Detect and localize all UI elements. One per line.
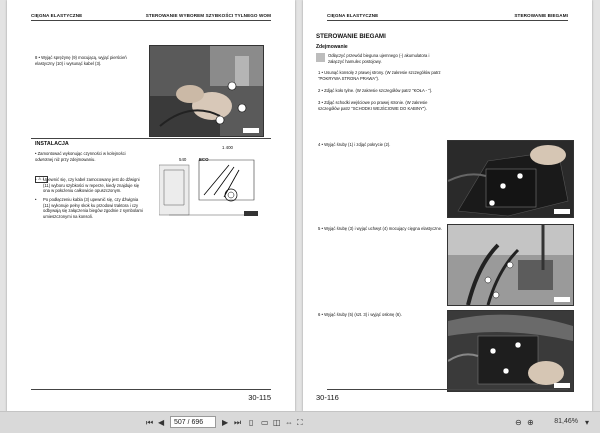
bullet-1: • Upewnić się, czy kabel zamocowany jest do dźwigni (11) wyboru szybkości w reperze, kiedy znajduje się ona w położeniu całkowicie opuszczonym. <box>35 177 143 194</box>
diagram-label-540: 540 <box>179 157 187 162</box>
photo-step-5 <box>447 224 574 306</box>
document-page-right <box>303 0 592 412</box>
zoom-dropdown-icon[interactable]: ▾ <box>585 418 590 427</box>
step-4-text: 4 • Wyjąć śruby (1) i zdjąć pokrycie (2). <box>318 142 391 147</box>
page-header <box>327 13 568 21</box>
two-page-view-icon[interactable]: ◫ <box>273 418 281 427</box>
notice-text: Odłączyć przewód bieguna ujemnego (-) akumulatora i załączyć hamulec postojowy. <box>328 53 430 64</box>
page-number: 30-116 <box>316 393 339 402</box>
install-intro-text: • Zamontować wykonując czynności w kolejności odwrotnej niż przy zdejmowaniu. <box>35 151 126 162</box>
next-page-icon[interactable]: ▶ <box>222 418 229 427</box>
document-page-left <box>7 0 295 412</box>
bullet-2: • Po podłączeniu kabla (3) upewnić się, czy dźwignia (11) wykonuje pełny skok ku przodowi traktora i czy odbywają się załączenia biegów zgodnie z symbolami umieszczonymi na konsoli. <box>35 197 143 219</box>
diagram-label-1400: 1 400 <box>222 145 233 150</box>
section-divider <box>31 138 271 139</box>
continuous-view-icon[interactable]: ▭ <box>261 418 269 427</box>
page-header <box>31 13 271 21</box>
step-3-text: 3 • Zdjąć schodki wejściowe po prawej stronie. (W zakresie szczegółów patrz "SCHODKI WEJŚCIOWE DO KABINY"). <box>318 100 428 111</box>
first-page-icon[interactable]: ⏮ <box>146 418 154 427</box>
fit-page-icon[interactable]: ⛶ <box>297 418 303 427</box>
step-6-text: 6 • Wyjąć śruby (5) (szt. 3) i wyjąć osłonę (6). <box>318 312 402 317</box>
step-1-text: 1 • Usunąć konsolę z prawej strony. (W zakresie szczegółów patrz "POKRYWA STRONA PRAWA"). <box>318 70 441 81</box>
subsection-title: Zdejmowanie <box>316 44 348 50</box>
zoom-in-icon[interactable]: ⊕ <box>527 418 534 427</box>
photo-step-4 <box>447 140 574 218</box>
step-5-text: 5 • Wyjąć śrubę (3) i wyjąć uchwyt (4) mocujący cięgna elastyczne. <box>318 226 443 231</box>
last-page-icon[interactable]: ⏭ <box>234 418 242 427</box>
previous-page-icon[interactable]: ◀ <box>158 418 165 427</box>
diagram-speed-selector <box>159 145 262 220</box>
step-8-text: 8 • Wyjąć sprężynę (9) mocującą, wyjąć pierścień elastyczny (10) i wysunąć kabel (3). <box>35 55 127 66</box>
notice-icon <box>316 53 325 62</box>
section-title: STEROWANIE BIEGAMI <box>316 33 386 40</box>
zoom-out-icon[interactable]: ⊖ <box>515 418 522 427</box>
photo-cable-removal <box>149 45 264 137</box>
footer-line <box>31 389 271 390</box>
diagram-label-eco: ECO <box>199 157 209 162</box>
photo-step-6 <box>447 310 574 392</box>
viewer-toolbar <box>0 411 600 433</box>
step-2-text: 2 • Zdjąć koło tylne. (W zakresie szczegółów patrz "KOŁA - "). <box>318 88 433 93</box>
fit-width-icon[interactable]: ⇔ <box>285 418 293 427</box>
warning-marker-icon: ⚠ 1 <box>35 176 48 183</box>
section-title-installation: INSTALACJA <box>35 141 69 147</box>
header-left-title: CIĘGNA ELASTYCZNE <box>327 13 379 18</box>
bullet-2-text: Po podłączeniu kabla (3) upewnić się, czy dźwignia (11) wykonuje pełny skok ku przodowi traktora i czy odbywają się załączenia biegów zgodnie z symbolami umieszczonymi na konsoli. <box>43 197 143 219</box>
header-right-title: STEROWANIE WYBOREM SZYBKOŚCI TYLNEGO WOM <box>145 13 271 18</box>
bullet-1-text: Upewnić się, czy kabel zamocowany jest do dźwigni (11) wyboru szybkości w reperze, kiedy znajduje się ona w położeniu całkowicie opuszczonym. <box>43 177 140 194</box>
zoom-level[interactable]: 81,46% <box>554 418 578 425</box>
page-number: 30-115 <box>248 393 271 402</box>
page-number-input[interactable] <box>170 416 216 428</box>
header-right-title: STEROWANIE BIEGAMI <box>514 13 568 18</box>
footer-line <box>327 389 568 390</box>
header-left-title: CIĘGNA ELASTYCZNE <box>31 13 83 18</box>
single-page-view-icon[interactable]: ▯ <box>249 418 254 427</box>
